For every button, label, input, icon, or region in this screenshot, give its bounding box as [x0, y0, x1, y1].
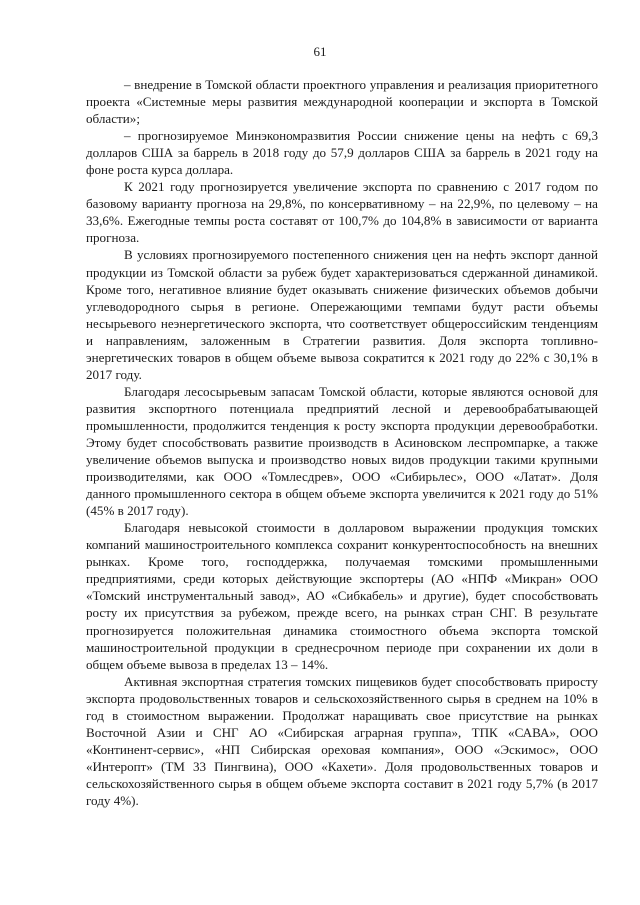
page-number: 61: [313, 44, 327, 59]
paragraph-oil-price-forecast: – прогнозируемое Минэкономразвития России снижение цены на нефть с 69,3 долларов США за баррель в 2018 году до 57,9 долларов США за баррель в 2021 году на фоне роста курса доллара.: [86, 128, 598, 178]
paragraph-export-growth-2021: К 2021 году прогнозируется увеличение экспорта по сравнению с 2017 годом по базовому варианту прогноза на 29,8%, по консервативному – на 22,9%, по целевому – на 33,6%. Ежегодные темпы роста составят от 100,7% до 104,8% в зависимости от варианта прогноза.: [86, 179, 598, 246]
paragraph-project-management: – внедрение в Томской области проектного управления и реализация приоритетного проекта «Системные меры развития международной кооперации и экспорта в Томской области»;: [86, 77, 598, 127]
paragraph-machine-building-export: Благодаря невысокой стоимости в долларовом выражении продукция томских компаний машиностроительного комплекса сохранит конкурентоспособность на внешних рынках. Кроме того, господдержка, получаемая томскими промышленными предприятиями, среди которых действующие экспортеры (АО «НПФ «Микран» ООО «Томский инструментальный завод», АО «Сибкабель» и другие), будет способствовать росту их присутствия за рубежом, прежде всего, на рынках стран СНГ. В результате прогнозируется положительная динамика стоимостного объема экспорта томской машиностроительной продукции в среднесрочном периоде при сохранении их доли в общем объеме вывоза в пределах 13 – 14%.: [86, 520, 598, 672]
paragraph-food-export: Активная экспортная стратегия томских пищевиков будет способствовать приросту экспорта продовольственных товаров и сельскохозяйственного сырья в среднем на 10% в год в стоимостном выражении. Продолжат наращивать свое присутствие на рынках Восточной Азии и СНГ АО «Сибирская аграрная группа», ТПК «САВА», ООО «Континент-сервис», «НП Сибирская ореховая компания», ООО «Эскимос», ООО «Интеропт» (ТМ 33 Пингвина), ООО «Кахети». Доля продовольственных товаров и сельскохозяйственного сырья в общем объеме экспорта составит в 2021 году 5,7% (в 2017 году 4%).: [86, 673, 598, 808]
document-body: [86, 76, 598, 809]
paragraph-timber-export: Благодаря лесосырьевым запасам Томской области, которые являются основой для развития экспортного потенциала предприятий лесной и деревообрабатывающей промышленности, продолжится тенденция к росту экспорта продукции деревообработки. Этому будет способствовать развитие производств в Асиновском леспромпарке, а также увеличение объемов выпуска и производство новых видов продукции такими крупными производителями, как ООО «Томлесдрев», ООО «Сибирьлес», ООО «Латат». Доля данного промышленного сектора в общем объеме экспорта увеличится к 2021 году до 51% (45% в 2017 году).: [86, 383, 598, 519]
paragraph-oil-export-dynamics: В условиях прогнозируемого постепенного снижения цен на нефть экспорт данной продукции из Томской области за рубеж будет характеризоваться сдержанной динамикой. Кроме того, негативное влияние будет оказывать снижение физических объемов добычи углеводородного сырья в регионе. Опережающими темпами будут расти объемы несырьевого неэнергетического экспорта, что соответствует общероссийским тенденциям и направлениям, заложенным в Стратегии развития. Доля экспорта топливно-энергетических товаров в общем объеме вывоза сократится к 2021 году до 22% с 30,1% в 2017 году.: [86, 247, 598, 382]
